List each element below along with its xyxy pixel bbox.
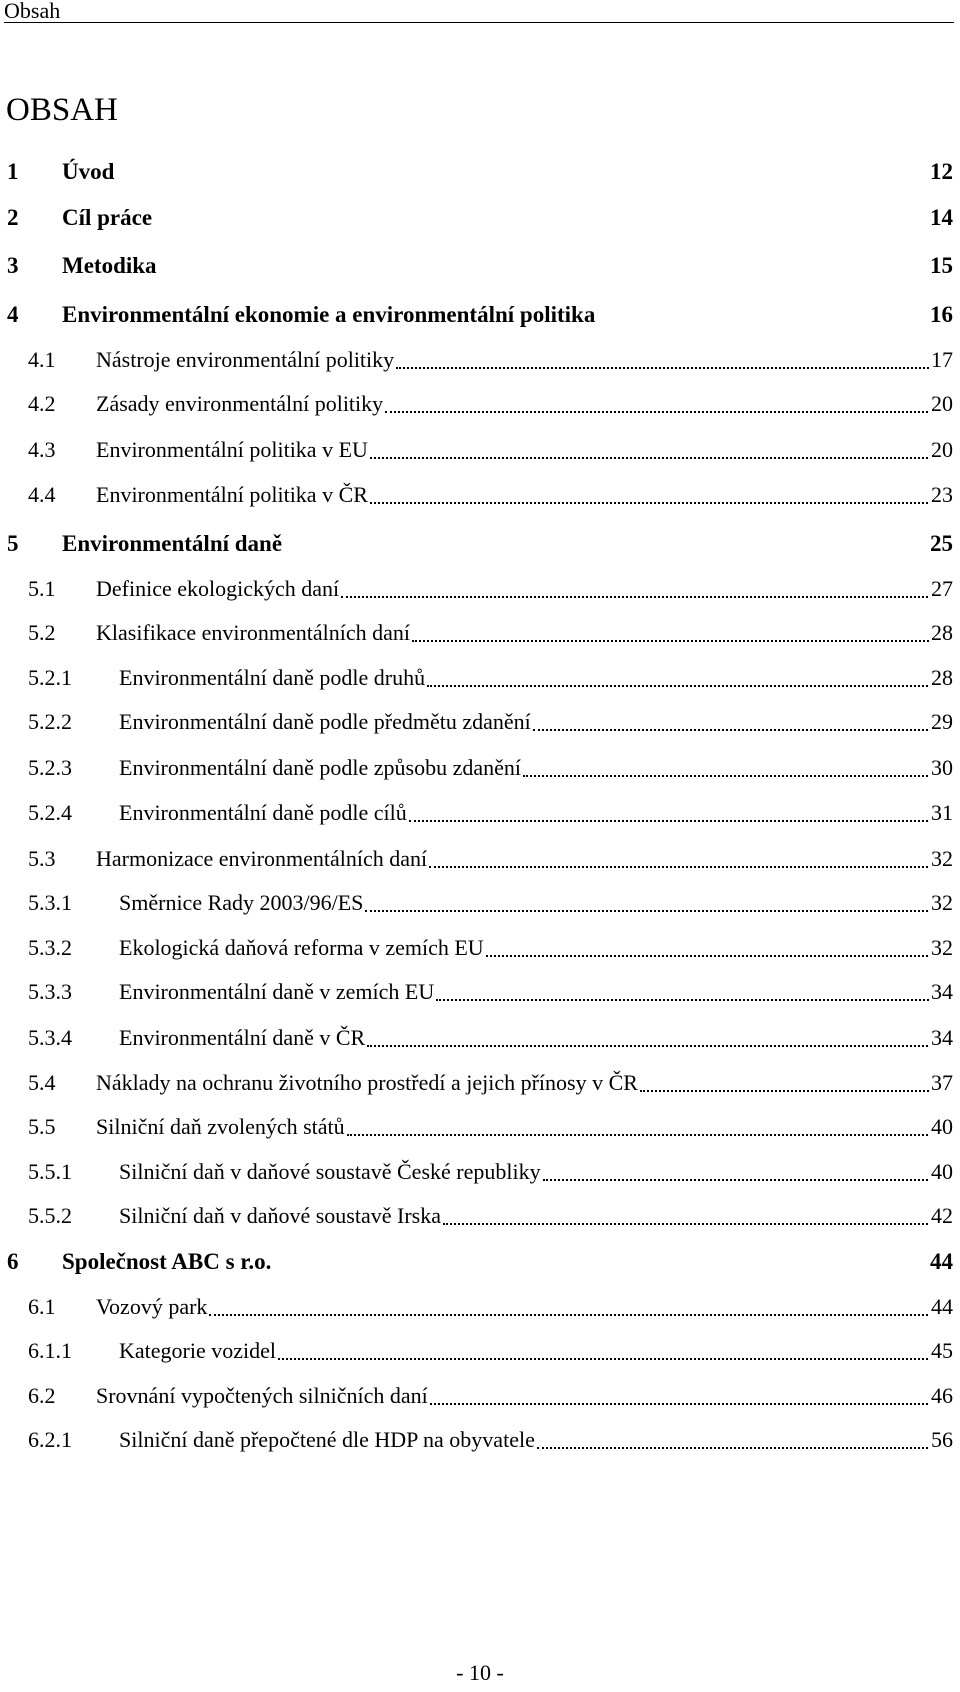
toc-page: 44: [928, 1246, 953, 1278]
toc-page: 15: [928, 250, 953, 282]
toc-entry[interactable]: [0, 797, 960, 829]
toc-number: 4.3: [28, 437, 56, 462]
toc-page: 32: [929, 887, 953, 919]
toc-label: Společnost ABC s r.o.: [62, 1249, 272, 1274]
toc-entry[interactable]: [0, 1067, 960, 1099]
toc-label: Silniční daně přepočtené dle HDP na obyvatele: [119, 1424, 537, 1456]
toc-entry[interactable]: [0, 1111, 960, 1143]
dot-leader: [370, 434, 952, 466]
dot-leader: [367, 1022, 952, 1054]
toc-label: Vozový park: [96, 1291, 209, 1323]
toc-label: Environmentální politika v EU: [96, 434, 370, 466]
toc-label: Environmentální daně v zemích EU: [119, 976, 436, 1008]
toc-label: Environmentální daně podle předmětu zdanění: [119, 706, 533, 738]
toc-number: 5.5.1: [28, 1159, 72, 1184]
dot-leader: [429, 843, 952, 875]
toc-page: 34: [929, 976, 953, 1008]
toc-number: 5.3.4: [28, 1025, 72, 1050]
toc-page: 16: [928, 299, 953, 331]
toc-page: 40: [929, 1156, 953, 1188]
toc-number: 6.2.1: [28, 1427, 72, 1452]
dot-leader: [543, 1156, 952, 1188]
dot-leader: [430, 1380, 952, 1412]
toc-number: 5.5.2: [28, 1203, 72, 1228]
toc-label: Směrnice Rady 2003/96/ES: [119, 887, 365, 919]
toc-page: 28: [929, 662, 953, 694]
toc-label: Ekologická daňová reforma v zemích EU: [119, 932, 486, 964]
toc-page: 32: [929, 843, 953, 875]
toc-number: 5.4: [28, 1070, 56, 1095]
toc-entry[interactable]: [0, 1291, 960, 1323]
toc-entry[interactable]: [0, 976, 960, 1008]
dot-leader: [427, 662, 952, 694]
toc-label: Harmonizace environmentálních daní: [96, 843, 429, 875]
toc-label: Silniční daň v daňové soustavě Irska: [119, 1200, 443, 1232]
toc-number: 6.2: [28, 1383, 56, 1408]
page-title: OBSAH: [6, 92, 118, 128]
toc-page: 29: [929, 706, 953, 738]
toc-number: 3: [7, 253, 19, 278]
toc-page: 32: [929, 932, 953, 964]
toc-entry[interactable]: [0, 528, 960, 560]
toc-entry[interactable]: [0, 299, 960, 331]
toc-number: 5.2: [28, 620, 56, 645]
toc-label: Úvod: [62, 159, 115, 184]
dot-leader: [370, 479, 952, 511]
dot-leader: [409, 797, 952, 829]
toc-entry[interactable]: [0, 388, 960, 420]
toc-entry[interactable]: [0, 706, 960, 738]
dot-leader: [640, 1067, 952, 1099]
toc-page: 17: [929, 344, 953, 376]
toc-entry[interactable]: [0, 617, 960, 649]
toc-entry[interactable]: [0, 202, 960, 234]
toc-number: 5.1: [28, 576, 56, 601]
toc-number: 5.2.4: [28, 800, 72, 825]
dot-leader: [486, 932, 952, 964]
toc-label: Environmentální daně podle cílů: [119, 797, 409, 829]
toc-number: 6.1: [28, 1294, 56, 1319]
toc-entry[interactable]: [0, 887, 960, 919]
dot-leader: [412, 617, 952, 649]
toc-label: Srovnání vypočtených silničních daní: [96, 1380, 430, 1412]
toc-page: 20: [929, 388, 953, 420]
toc-entry[interactable]: [0, 156, 960, 188]
toc-label: Nástroje environmentální politiky: [96, 344, 396, 376]
dot-leader: [436, 976, 952, 1008]
toc-label: Silniční daň zvolených států: [96, 1111, 347, 1143]
toc-page: 31: [929, 797, 953, 829]
toc-page: 34: [929, 1022, 953, 1054]
toc-number: 4.1: [28, 347, 56, 372]
toc-page: 56: [929, 1424, 953, 1456]
dot-leader: [443, 1200, 952, 1232]
toc-number: 4.4: [28, 482, 56, 507]
toc-entry[interactable]: [0, 843, 960, 875]
toc-page: 46: [929, 1380, 953, 1412]
toc-number: 5.2.1: [28, 665, 72, 690]
toc-label: Metodika: [62, 253, 157, 278]
toc-label: Klasifikace environmentálních daní: [96, 617, 412, 649]
dot-leader: [278, 1335, 952, 1367]
toc-page: 23: [929, 479, 953, 511]
toc-page: 28: [929, 617, 953, 649]
toc-number: 5.2.3: [28, 755, 72, 780]
toc-label: Silniční daň v daňové soustavě České republiky: [119, 1156, 543, 1188]
toc-entry[interactable]: [0, 1246, 960, 1278]
page-number: - 10 -: [456, 1660, 504, 1685]
toc-entry[interactable]: [0, 1022, 960, 1054]
toc-number: 4.2: [28, 391, 56, 416]
toc-label: Kategorie vozidel: [119, 1335, 278, 1367]
toc-label: Definice ekologických daní: [96, 573, 341, 605]
toc-number: 6.1.1: [28, 1338, 72, 1363]
toc-number: 1: [7, 159, 19, 184]
toc-page: 27: [929, 573, 953, 605]
toc-entry[interactable]: [0, 573, 960, 605]
toc-number: 2: [7, 205, 19, 230]
dot-leader: [537, 1424, 952, 1456]
toc-page: 37: [929, 1067, 953, 1099]
toc-entry[interactable]: [0, 1424, 960, 1456]
toc-label: Environmentální daně podle druhů: [119, 662, 427, 694]
toc-page: 30: [929, 752, 953, 784]
toc-entry[interactable]: [0, 479, 960, 511]
toc-number: 5.3: [28, 846, 56, 871]
dot-leader: [533, 706, 952, 738]
toc-entry[interactable]: [0, 250, 960, 282]
toc-label: Environmentální daně podle způsobu zdanění: [119, 752, 523, 784]
toc-number: 6: [7, 1249, 19, 1274]
toc-number: 5.3.3: [28, 979, 72, 1004]
toc-label: Náklady na ochranu životního prostředí a jejich přínosy v ČR: [96, 1067, 640, 1099]
toc-entry[interactable]: [0, 1335, 960, 1367]
toc-page: 40: [929, 1111, 953, 1143]
toc-page: 20: [929, 434, 953, 466]
toc-number: 5: [7, 531, 19, 556]
toc-entry[interactable]: [0, 1200, 960, 1232]
toc-label: Environmentální daně: [62, 531, 283, 556]
toc-entry[interactable]: [0, 1156, 960, 1188]
running-header: Obsah: [4, 0, 61, 23]
toc-entry[interactable]: [0, 1380, 960, 1412]
toc-page: 25: [928, 528, 953, 560]
toc-entry[interactable]: [0, 662, 960, 694]
toc-page: 45: [929, 1335, 953, 1367]
toc-entry[interactable]: [0, 344, 960, 376]
toc-label: Environmentální politika v ČR: [96, 479, 370, 511]
toc-page: 12: [928, 156, 953, 188]
dot-leader: [385, 388, 952, 420]
toc-page: 14: [928, 202, 953, 234]
dot-leader: [347, 1111, 952, 1143]
toc-label: Environmentální daně v ČR: [119, 1022, 367, 1054]
toc-page: 42: [929, 1200, 953, 1232]
toc-entry[interactable]: [0, 434, 960, 466]
toc-page: 44: [929, 1291, 953, 1323]
dot-leader: [365, 887, 952, 919]
dot-leader: [341, 573, 952, 605]
toc-label: Cíl práce: [62, 205, 153, 230]
toc-label: Zásady environmentální politiky: [96, 388, 385, 420]
toc-entry[interactable]: [0, 752, 960, 784]
toc-number: 5.2.2: [28, 709, 72, 734]
dot-leader: [396, 344, 952, 376]
header-rule: [4, 22, 954, 23]
toc-label: Environmentální ekonomie a environmentální politika: [62, 302, 596, 327]
dot-leader: [523, 752, 952, 784]
toc-number: 5.3.1: [28, 890, 72, 915]
toc-number: 5.3.2: [28, 935, 72, 960]
toc-number: 4: [7, 302, 19, 327]
toc-number: 5.5: [28, 1114, 56, 1139]
toc-entry[interactable]: [0, 932, 960, 964]
dot-leader: [209, 1291, 952, 1323]
